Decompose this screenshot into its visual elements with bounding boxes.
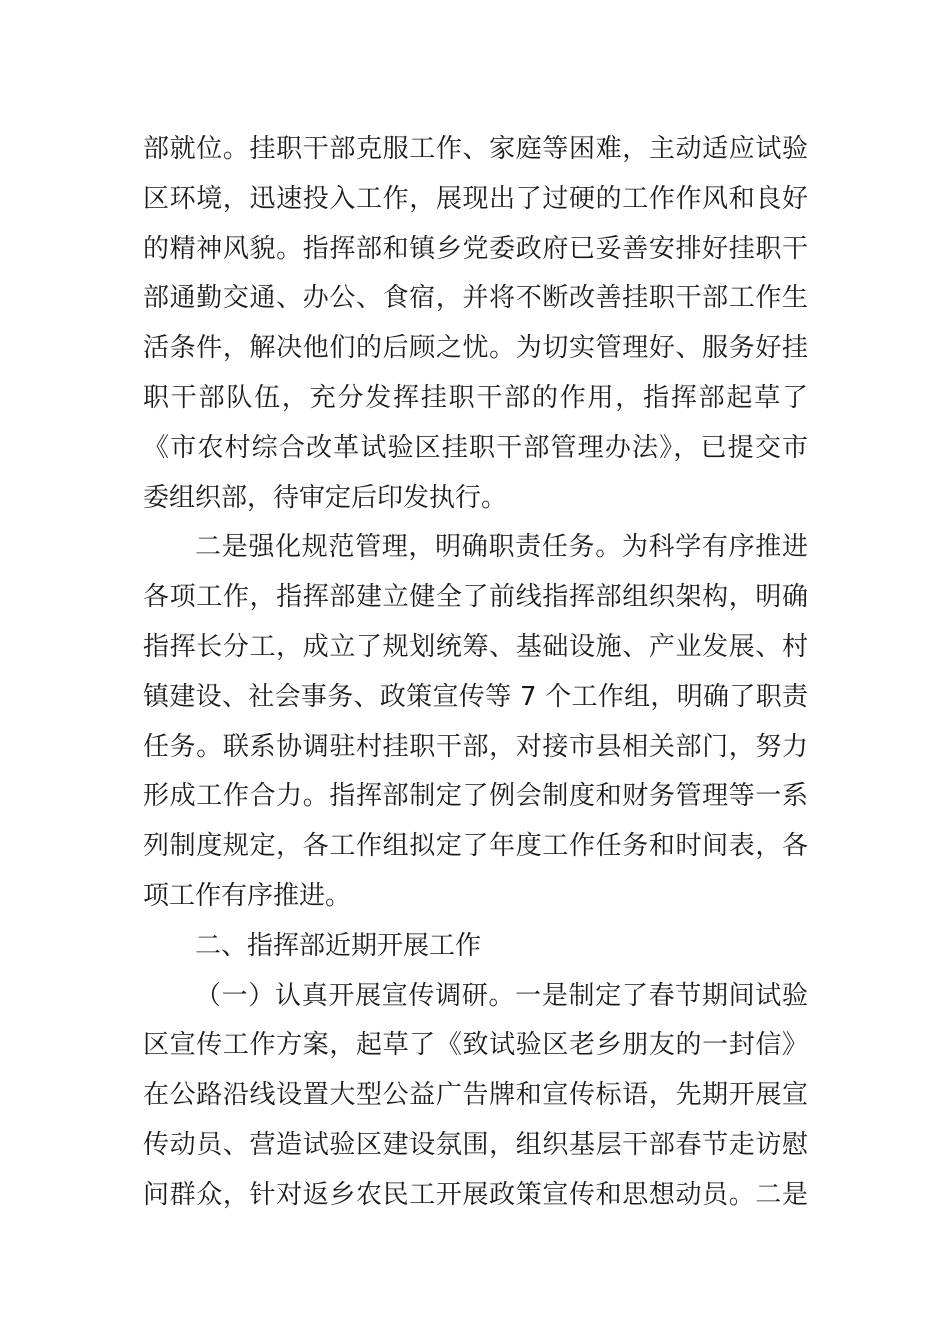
document-body: [143, 125, 808, 1221]
text-line: 任务。联系协调驻村挂职干部，对接市县相关部门，努力: [143, 731, 808, 762]
text-line: 活条件，解决他们的后顾之忧。为切实管理好、服务好挂: [143, 333, 808, 364]
paragraph-2: [143, 523, 808, 921]
text-line: 指挥长分工，成立了规划统筹、基础设施、产业发展、村: [143, 631, 808, 662]
text-line: （一）认真开展宣传调研。一是制定了春节期间试验: [195, 980, 808, 1011]
text-line: 委组织部，待审定后印发执行。: [143, 482, 508, 513]
paragraph-1: [143, 125, 808, 523]
paragraph-3: [143, 972, 808, 1221]
text-line: 在公路沿线设置大型公益广告牌和宣传标语，先期开展宣: [143, 1080, 808, 1111]
text-line: 区环境，迅速投入工作，展现出了过硬的工作作风和良好: [143, 183, 808, 214]
text-line: 《市农村综合改革试验区挂职干部管理办法》，已提交市: [143, 432, 808, 463]
text-line: 的精神风貌。指挥部和镇乡党委政府已妥善安排好挂职干: [143, 233, 808, 264]
text-line: 各项工作，指挥部建立健全了前线指挥部组织架构，明确: [143, 582, 808, 613]
text-line: 传动员、营造试验区建设氛围，组织基层干部春节走访慰: [143, 1129, 808, 1160]
section-heading: [143, 922, 808, 972]
heading-text: 二、指挥部近期开展工作: [195, 930, 482, 961]
text-line: 形成工作合力。指挥部制定了例会制度和财务管理等一系: [143, 781, 808, 812]
text-line: 镇建设、社会事务、政策宣传等 7 个工作组，明确了职责: [143, 681, 808, 712]
text-line: 职干部队伍，充分发挥挂职干部的作用，指挥部起草了: [143, 382, 808, 413]
text-line: 二是强化规范管理，明确职责任务。为科学有序推进: [195, 532, 808, 563]
text-line: 区宣传工作方案，起草了《致试验区老乡朋友的一封信》: [143, 1030, 808, 1061]
text-line: 部通勤交通、办公、食宿，并将不断改善挂职干部工作生: [143, 283, 808, 314]
text-line: 项工作有序推进。: [143, 880, 352, 911]
text-line: 部就位。挂职干部克服工作、家庭等困难，主动适应试验: [143, 134, 808, 164]
text-line: 列制度规定，各工作组拟定了年度工作任务和时间表，各: [143, 831, 808, 862]
text-line: 问群众，针对返乡农民工开展政策宣传和思想动员。二是: [143, 1179, 808, 1210]
